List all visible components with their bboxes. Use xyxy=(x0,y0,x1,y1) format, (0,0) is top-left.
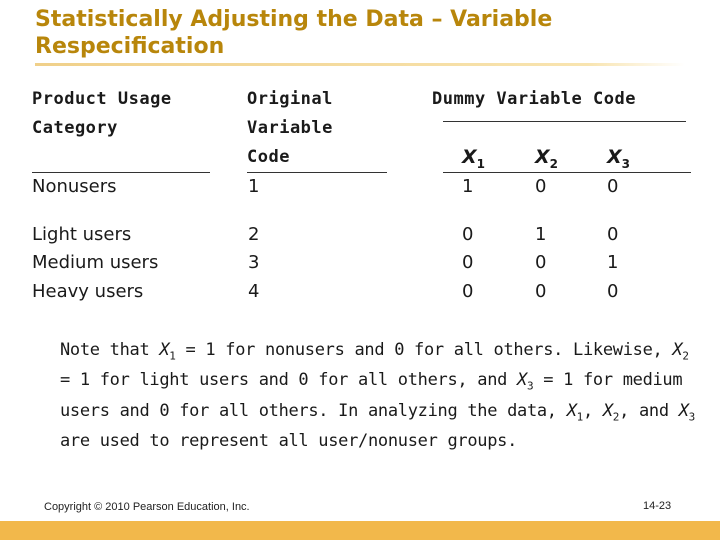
row-nonusers-x2: 0 xyxy=(535,176,547,197)
row-medium-users-x2: 0 xyxy=(535,252,547,273)
header-original-line3: Code xyxy=(247,147,290,167)
slide-title: Statistically Adjusting the Data – Variable Respecification xyxy=(35,7,553,59)
header-x2: $X_2$ xyxy=(535,146,559,171)
header-rule-dummy xyxy=(443,172,691,173)
row-light-users-category: Light users xyxy=(32,224,132,245)
row-medium-users-x3: 1 xyxy=(607,252,619,273)
row-heavy-users-x3: 0 xyxy=(607,281,619,302)
row-light-users-x3: 0 xyxy=(607,224,619,245)
header-original-line2: Variable xyxy=(247,118,333,138)
header-x3: $X_3$ xyxy=(607,146,631,171)
page-number: 14-23 xyxy=(643,500,672,512)
bottom-accent-bar xyxy=(0,521,720,540)
header-category-line2: Category xyxy=(32,118,118,138)
header-dummy-variable-code: Dummy Variable Code xyxy=(432,89,636,109)
copyright-notice: Copyright © 2010 Pearson Education, Inc. xyxy=(44,501,250,513)
row-light-users-x2: 1 xyxy=(535,224,547,245)
title-underline xyxy=(35,63,685,66)
row-medium-users-category: Medium users xyxy=(32,252,159,273)
header-rule-original xyxy=(247,172,387,173)
row-nonusers-category: Nonusers xyxy=(32,176,117,197)
note-paragraph: Note that $X_1 = 1$ for nonusers and 0 for all others. Likewise, $X_2 = 1$ for light users and 0 for all others, and $X_3 = 1$ for medium users and 0 for all others. In analyzing the data, $X_1$, $X_2$, and $X_3$ are used to represent all user/nonuser groups. xyxy=(60,340,695,452)
row-heavy-users-category: Heavy users xyxy=(32,281,144,302)
row-heavy-users-x2: 0 xyxy=(535,281,547,302)
row-heavy-users-original: 4 xyxy=(248,281,260,302)
row-nonusers-original: 1 xyxy=(248,176,260,197)
row-medium-users-x1: 0 xyxy=(462,252,474,273)
dummy-header-rule xyxy=(443,121,686,122)
row-nonusers-x3: 0 xyxy=(607,176,619,197)
row-light-users-x1: 0 xyxy=(462,224,474,245)
row-heavy-users-x1: 0 xyxy=(462,281,474,302)
row-nonusers-x1: 1 xyxy=(462,176,474,197)
row-medium-users-original: 3 xyxy=(248,252,260,273)
header-original-line1: Original xyxy=(247,89,333,109)
header-x1: $X_1$ xyxy=(462,146,486,171)
header-category-line1: Product Usage xyxy=(32,89,172,109)
row-light-users-original: 2 xyxy=(248,224,260,245)
